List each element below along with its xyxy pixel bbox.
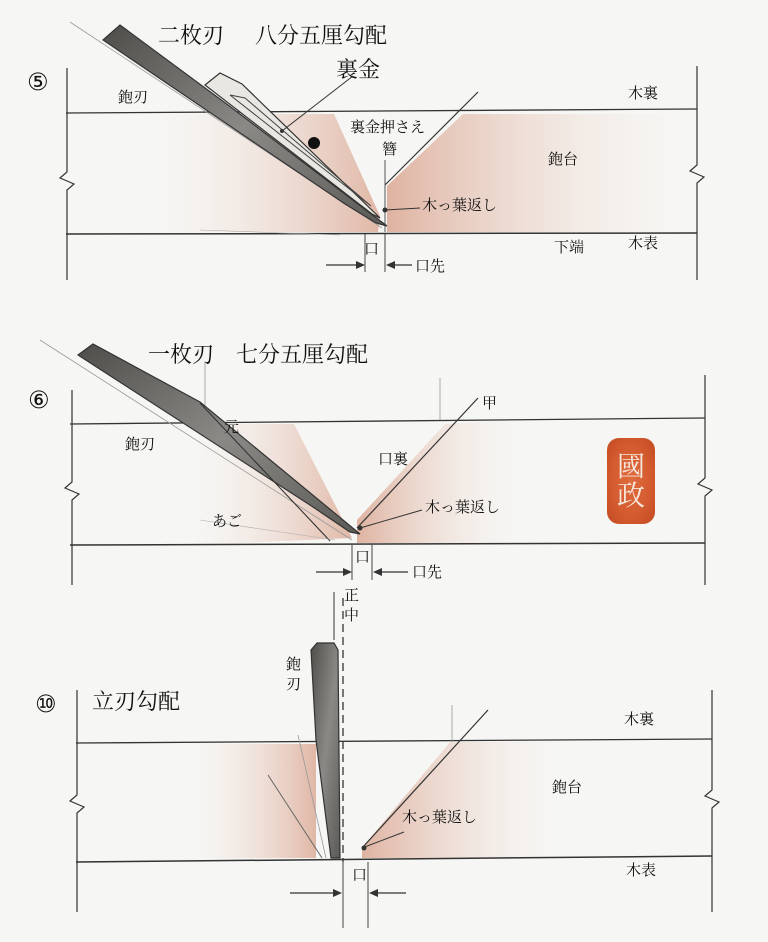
panel-10-wood-right bbox=[362, 742, 560, 858]
panel-5-label-urakane-osae: 裏金押さえ bbox=[350, 118, 426, 136]
panel-10-top-line bbox=[76, 739, 712, 743]
panel-6-label-kuchiura: 口裏 bbox=[378, 450, 409, 468]
panel-10-left-border bbox=[70, 690, 84, 912]
panel-10-label-kiomote: 木表 bbox=[626, 861, 657, 879]
panel-10-right-border bbox=[705, 690, 719, 912]
panel-5-label-kuchisaki: 口先 bbox=[415, 257, 446, 275]
panel-10-label-kiura: 木裏 bbox=[624, 710, 655, 728]
panel-5-number: ⑤ bbox=[27, 68, 49, 96]
panel-6-label-kuchi: 口 bbox=[355, 548, 371, 566]
panel-6-wood-right bbox=[357, 420, 520, 543]
panel-5-label-blade: 鉋刃 bbox=[118, 88, 149, 106]
panel-10-title: 立刃勾配 bbox=[92, 690, 181, 715]
panel-6-title-blade-type: 一枚刃 bbox=[148, 343, 215, 368]
panel-6-number: ⑥ bbox=[28, 386, 50, 414]
panel-5-label-urakane: 裏金 bbox=[336, 58, 381, 83]
panel-6-label-ko: 甲 bbox=[482, 394, 498, 412]
panel-5-left-border bbox=[60, 68, 74, 280]
panel-10-label-blade: 鉋刃 bbox=[286, 655, 302, 693]
panel-5-label-shitaba: 下端 bbox=[554, 238, 585, 256]
panel-6-bottom-line bbox=[70, 543, 705, 545]
panel-10-number: ⑩ bbox=[35, 690, 57, 718]
panel-6-label-kuchisaki: 口先 bbox=[412, 563, 443, 581]
panel-10-label-kannadai: 鉋台 bbox=[552, 778, 583, 796]
panel-6-label-blade: 鉋刃 bbox=[125, 435, 156, 453]
panel-5-right-border bbox=[690, 66, 704, 280]
panel-5-top-line bbox=[66, 109, 697, 113]
name-seal-stamp: 國 政 bbox=[607, 438, 655, 524]
panel-6-top-line bbox=[70, 418, 705, 424]
panel-5-title-pitch: 八分五厘勾配 bbox=[255, 24, 388, 49]
panel-6-label-ago: あご bbox=[212, 512, 243, 530]
panel-10-label-kokkagaeshi: 木っ葉返し bbox=[402, 808, 478, 826]
panel-5-title-blade-type: 二枚刃 bbox=[158, 24, 225, 49]
panel-6-right-border bbox=[698, 375, 712, 585]
panel-5-wood-right bbox=[387, 114, 690, 232]
panel-5-retaining-pin bbox=[308, 137, 320, 149]
panel-10-wood-left bbox=[190, 744, 316, 858]
panel-10-label-seichuu: 正中 bbox=[344, 586, 360, 624]
panel-6-title-pitch: 七分五厘勾配 bbox=[236, 343, 369, 368]
panel-5-label-kuchi: 口 bbox=[364, 240, 380, 258]
panel-6-label-moto: 元 bbox=[224, 418, 240, 436]
panel-5-label-kiura: 木裏 bbox=[628, 84, 659, 102]
panel-5-label-kokkagaeshi: 木っ葉返し bbox=[422, 196, 498, 214]
panel-10-label-kuchi: 口 bbox=[352, 866, 368, 884]
panel-10-diagram bbox=[70, 592, 719, 928]
panel-6-left-border bbox=[65, 390, 79, 585]
panel-5-bottom-line bbox=[66, 233, 697, 234]
panel-6-label-kokkagaeshi: 木っ葉返し bbox=[425, 498, 501, 516]
panel-5-label-kiomote: 木表 bbox=[628, 234, 659, 252]
panel-5-label-shachi: 簪 bbox=[382, 140, 398, 158]
panel-5-label-kannadai: 鉋台 bbox=[548, 150, 579, 168]
